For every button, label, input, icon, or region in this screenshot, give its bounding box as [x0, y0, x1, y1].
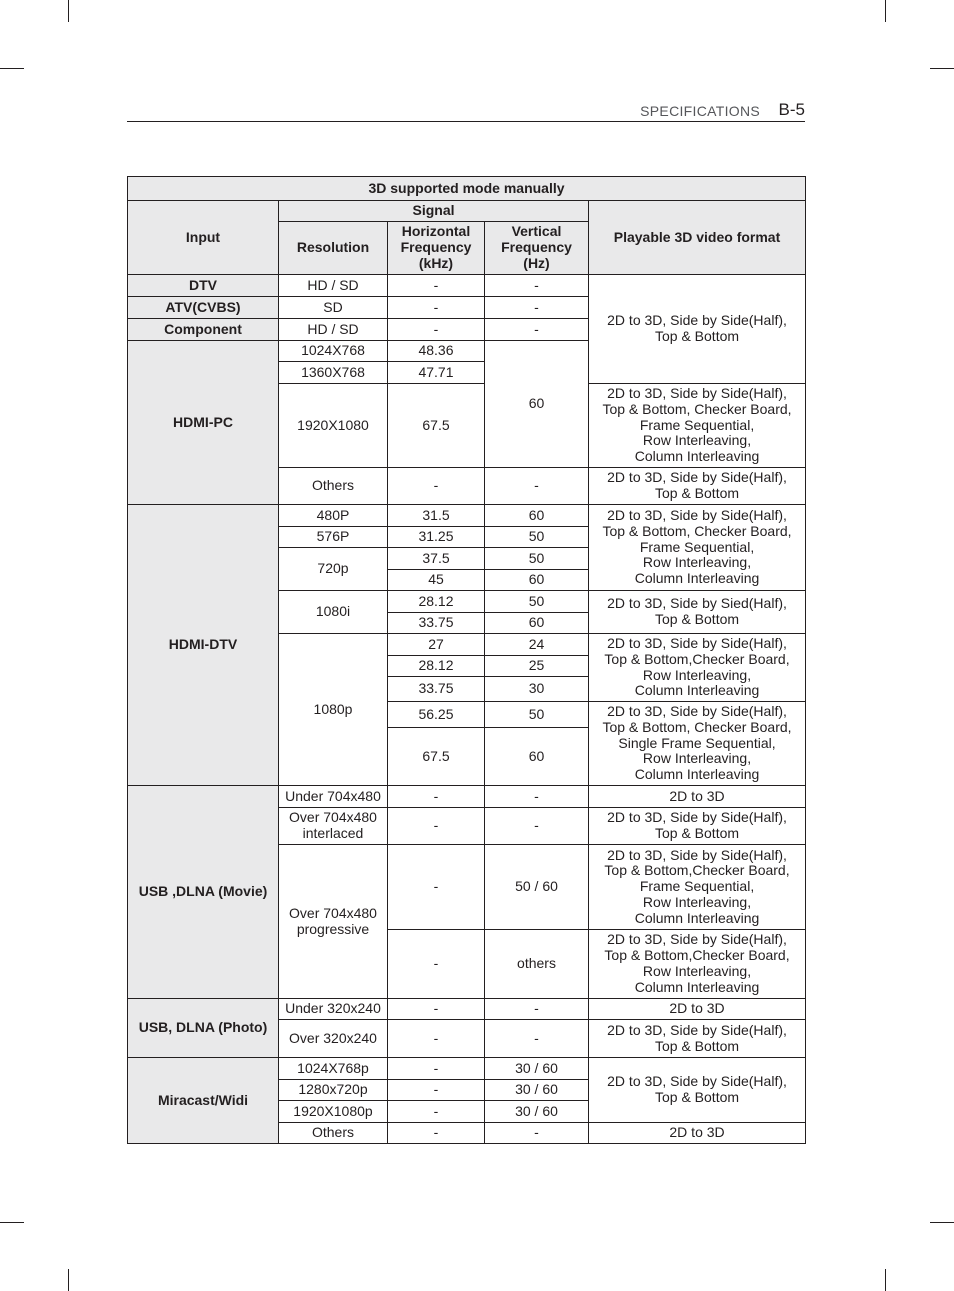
- cell-format: 2D to 3D, Side by Side(Half), Top & Bottom, Checker Board, Frame Sequential, Row Interleaving, Column Interleaving: [589, 384, 806, 468]
- cell-resolution: Under 320x240: [279, 999, 388, 1020]
- cell-format: 2D to 3D: [589, 999, 806, 1020]
- cell-format: 2D to 3D, Side by Side(Half), Top & Bottom: [589, 275, 806, 384]
- cell-vfreq: -: [485, 275, 589, 297]
- cell-format: 2D to 3D, Side by Side(Half), Top & Bottom, Checker Board, Single Frame Sequential, Row Interleaving, Column Interleaving: [589, 702, 806, 786]
- cell-resolution: Over 320x240: [279, 1020, 388, 1058]
- cell-resolution: 1024X768p: [279, 1058, 388, 1080]
- header-resolution: Resolution: [279, 222, 388, 275]
- cell-resolution: HD / SD: [279, 275, 388, 297]
- cell-resolution: 480P: [279, 505, 388, 527]
- cell-resolution: HD / SD: [279, 319, 388, 341]
- cell-hfreq: 48.36: [388, 341, 485, 362]
- page-header: [127, 100, 805, 122]
- cell-resolution: Over 704x480 interlaced: [279, 808, 388, 845]
- cell-hfreq: -: [388, 786, 485, 808]
- cell-hfreq: -: [388, 808, 485, 845]
- cell-hfreq: -: [388, 930, 485, 999]
- cell-vfreq: -: [485, 999, 589, 1020]
- cell-hfreq: 31.5: [388, 505, 485, 527]
- cell-format: 2D to 3D, Side by Side(Half), Top & Bottom,Checker Board, Frame Sequential, Row Interleaving, Column Interleaving: [589, 845, 806, 930]
- cell-resolution: 1360X768: [279, 362, 388, 384]
- cell-hfreq: 27: [388, 634, 485, 656]
- cell-resolution: Others: [279, 468, 388, 505]
- cell-vfreq: 50 / 60: [485, 845, 589, 930]
- header-signal: Signal: [279, 201, 589, 222]
- cell-hfreq: -: [388, 275, 485, 297]
- cell-hfreq: 28.12: [388, 656, 485, 677]
- cell-vfreq: -: [485, 808, 589, 845]
- section-title: SPECIFICATIONS: [640, 103, 760, 119]
- cell-resolution: 720p: [279, 548, 388, 591]
- cell-vfreq: 60: [485, 341, 589, 468]
- cell-vfreq: -: [485, 319, 589, 341]
- cell-vfreq: -: [485, 1123, 589, 1144]
- cell-hfreq: 33.75: [388, 613, 485, 634]
- cell-resolution: Others: [279, 1123, 388, 1144]
- cell-vfreq: 50: [485, 702, 589, 728]
- cell-hfreq: 33.75: [388, 677, 485, 702]
- cell-vfreq: -: [485, 468, 589, 505]
- cell-hfreq: 45: [388, 570, 485, 591]
- cell-hfreq: -: [388, 845, 485, 930]
- cell-hfreq: 37.5: [388, 548, 485, 570]
- header-hfreq: Horizontal Frequency (kHz): [388, 222, 485, 275]
- cell-vfreq: -: [485, 786, 589, 808]
- cell-hfreq: -: [388, 319, 485, 341]
- cell-format: 2D to 3D, Side by Side(Half), Top & Bottom,Checker Board, Row Interleaving, Column Interleaving: [589, 930, 806, 999]
- cell-resolution: Over 704x480 progressive: [279, 845, 388, 999]
- 3d-mode-table: [127, 176, 806, 1144]
- cell-vfreq: 50: [485, 527, 589, 548]
- cell-vfreq: 30 / 60: [485, 1058, 589, 1080]
- cell-resolution: 1024X768: [279, 341, 388, 362]
- cell-vfreq: 60: [485, 613, 589, 634]
- crop-mark: [0, 1222, 24, 1223]
- input-hdmi-pc: HDMI-PC: [128, 341, 279, 505]
- cell-hfreq: -: [388, 1101, 485, 1123]
- cell-hfreq: 67.5: [388, 728, 485, 786]
- header-vfreq: Vertical Frequency (Hz): [485, 222, 589, 275]
- cell-hfreq: -: [388, 1123, 485, 1144]
- cell-resolution: Under 704x480: [279, 786, 388, 808]
- cell-resolution: 1080p: [279, 634, 388, 786]
- cell-hfreq: -: [388, 1058, 485, 1080]
- cell-vfreq: 30 / 60: [485, 1080, 589, 1101]
- crop-mark: [68, 1269, 69, 1291]
- cell-format: 2D to 3D, Side by Side(Half), Top & Bottom,Checker Board, Row Interleaving, Column Interleaving: [589, 634, 806, 702]
- crop-mark: [0, 68, 24, 69]
- cell-vfreq: 60: [485, 728, 589, 786]
- cell-resolution: SD: [279, 297, 388, 319]
- cell-format: 2D to 3D: [589, 1123, 806, 1144]
- input-hdmi-dtv: HDMI-DTV: [128, 505, 279, 786]
- cell-hfreq: 67.5: [388, 384, 485, 468]
- cell-vfreq: -: [485, 1020, 589, 1058]
- input-miracast: Miracast/Widi: [128, 1058, 279, 1144]
- input-dtv: DTV: [128, 275, 279, 297]
- cell-hfreq: 28.12: [388, 591, 485, 613]
- cell-format: 2D to 3D, Side by Side(Half), Top & Bottom: [589, 1058, 806, 1123]
- crop-mark: [930, 1222, 954, 1223]
- cell-resolution: 1280x720p: [279, 1080, 388, 1101]
- cell-resolution: 1920X1080p: [279, 1101, 388, 1123]
- cell-resolution: 576P: [279, 527, 388, 548]
- cell-vfreq: others: [485, 930, 589, 999]
- crop-mark: [68, 0, 69, 22]
- cell-hfreq: 47.71: [388, 362, 485, 384]
- header-format: Playable 3D video format: [589, 201, 806, 275]
- cell-resolution: 1920X1080: [279, 384, 388, 468]
- cell-hfreq: -: [388, 1020, 485, 1058]
- cell-resolution: 1080i: [279, 591, 388, 634]
- cell-vfreq: 30: [485, 677, 589, 702]
- header-input: Input: [128, 201, 279, 275]
- cell-hfreq: 31.25: [388, 527, 485, 548]
- cell-vfreq: 24: [485, 634, 589, 656]
- cell-hfreq: -: [388, 297, 485, 319]
- input-atv: ATV(CVBS): [128, 297, 279, 319]
- cell-vfreq: 50: [485, 591, 589, 613]
- cell-vfreq: 30 / 60: [485, 1101, 589, 1123]
- crop-mark: [930, 68, 954, 69]
- cell-format: 2D to 3D, Side by Side(Half), Top & Bottom: [589, 468, 806, 505]
- cell-hfreq: -: [388, 468, 485, 505]
- page-number: B-5: [778, 100, 805, 119]
- cell-format: 2D to 3D, Side by Sied(Half), Top & Bottom: [589, 591, 806, 634]
- cell-vfreq: 60: [485, 505, 589, 527]
- crop-mark: [885, 1269, 886, 1291]
- cell-vfreq: 50: [485, 548, 589, 570]
- cell-format: 2D to 3D, Side by Side(Half), Top & Bottom: [589, 808, 806, 845]
- cell-vfreq: -: [485, 297, 589, 319]
- cell-hfreq: -: [388, 999, 485, 1020]
- cell-hfreq: -: [388, 1080, 485, 1101]
- input-usb-photo: USB, DLNA (Photo): [128, 999, 279, 1058]
- input-usb-movie: USB ,DLNA (Movie): [128, 786, 279, 999]
- input-component: Component: [128, 319, 279, 341]
- crop-mark: [885, 0, 886, 22]
- cell-format: 2D to 3D, Side by Side(Half), Top & Bottom, Checker Board, Frame Sequential, Row Interleaving, Column Interleaving: [589, 505, 806, 591]
- cell-format: 2D to 3D: [589, 786, 806, 808]
- cell-vfreq: 25: [485, 656, 589, 677]
- cell-hfreq: 56.25: [388, 702, 485, 728]
- cell-vfreq: 60: [485, 570, 589, 591]
- table-title: 3D supported mode manually: [128, 177, 806, 201]
- cell-format: 2D to 3D, Side by Side(Half), Top & Bottom: [589, 1020, 806, 1058]
